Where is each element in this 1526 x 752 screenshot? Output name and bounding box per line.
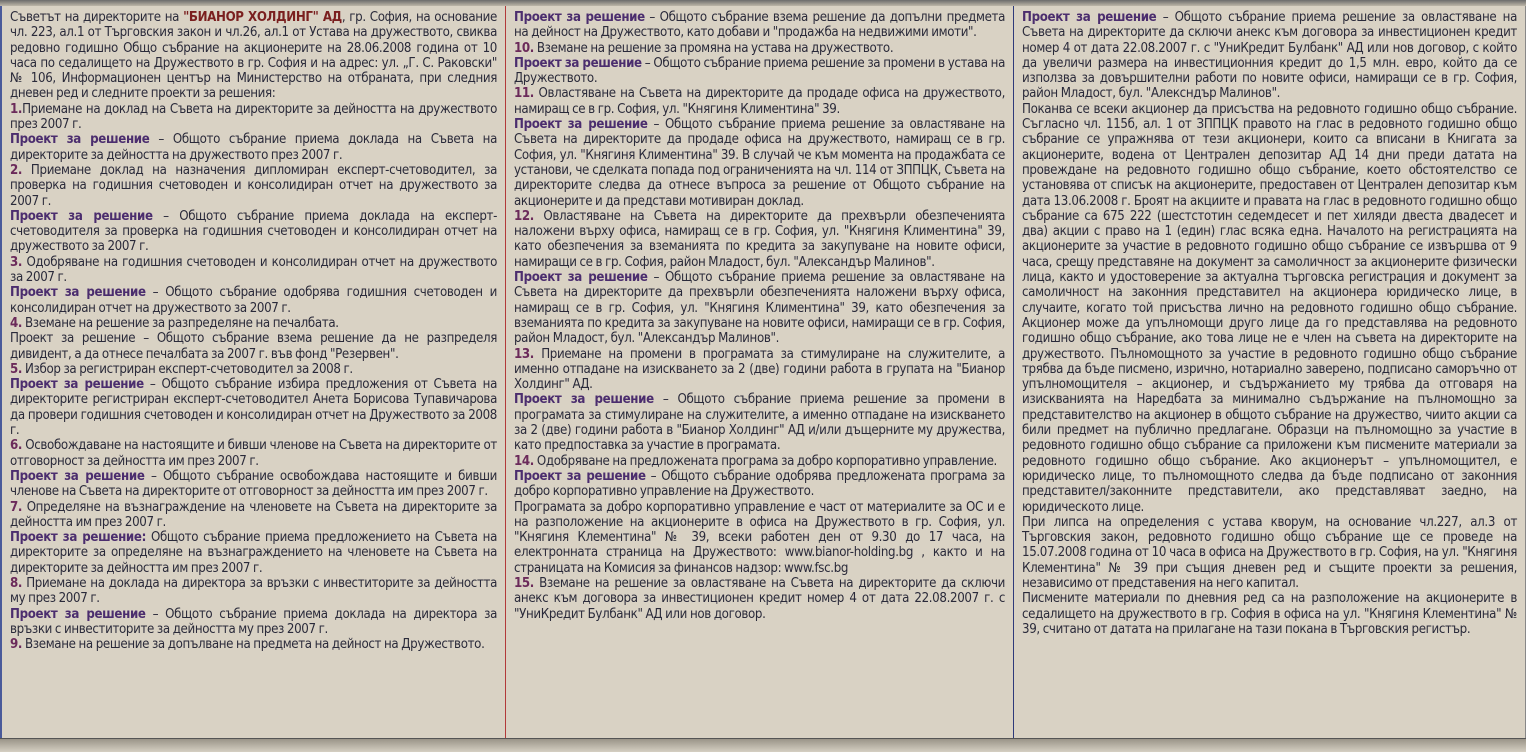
body-paragraph [1022, 515, 1517, 591]
agenda-item-text: Избор за регистриран експерт-счетоводител за 2008 г. [22, 361, 353, 377]
draft-resolution [10, 607, 497, 638]
column-3 [1013, 6, 1526, 738]
body-text: Проект за решение – Общото събрание взема решение да не разпределя дивидент, а да отнесе печалбата за 2007 г. във фонд "Резервен". [10, 331, 497, 362]
agenda-item-text: Приемане на доклада на директора за връзки с инвеститорите за дейността му през 2007 г. [10, 575, 497, 607]
agenda-item-text: Вземане на решение за овластяване на Съвета на директорите да сключи анекс към договора за инвестиционен кредит номер 4 от дата 22.08.2007 г. с "УниКредит Булбанк" АД или нов договор. [514, 575, 1005, 622]
draft-resolution [10, 209, 497, 255]
draft-resolution-text: – Общото събрание приема решение за промени в програмата за стимулиране на служителите, а именно отпадане на изискването за 2 (две) години работа в "Бианор Холдинг" АД и/или дъщерните му дружества, като предпоставка за участие в програмата. [514, 392, 1005, 454]
draft-resolution-text: – Общото събрание приема решение за промени в устава на Дружеството. [514, 55, 1005, 87]
agenda-item-number: 12. [514, 208, 534, 224]
draft-resolution-text: – Общото събрание приема доклада на директора за връзки с инвеститорите за дейността му през 2007 г. [10, 606, 497, 637]
agenda-item-text: Освобождаване на настоящите и бивши членове на Съвета на директорите от отговорност за дейността им през 2007 г. [10, 438, 497, 469]
draft-resolution-text: – Общото събрание одобрява годишния счетоводен и консолидиран отчет на дружеството за 2007 г. [10, 285, 498, 316]
agenda-item-number: 13. [514, 346, 534, 362]
agenda-item-text: Приемане доклад на назначения дипломиран експерт-счетоводител, за проверка на годишния счетоводен и консолидиран отчет на дружеството за 2007 г. [10, 162, 497, 209]
agenda-item [514, 347, 1005, 393]
draft-resolution [1022, 10, 1517, 102]
draft-resolution [10, 530, 497, 576]
draft-resolution-text: – Общото събрание приема решение за овластяване на Съвета на директорите да прехвърли обезпеченията наложени върху офиса, намиращ се в гр. София, ул. "Княгиня Климентина" 39, като обезпечения за вземанията по кредита за закупуване на новите офиси, намиращи се в гр. София, район Младост, бул. "Александър Малинов". [514, 270, 1005, 347]
agenda-item [10, 163, 497, 209]
agenda-item-number: 8. [10, 575, 23, 591]
draft-resolution-label: Проект за решение [514, 468, 646, 484]
agenda-item-text: Приемане на доклад на Съвета на директорите за дейността на дружеството през 2007 г. [10, 101, 497, 133]
draft-resolution-label: Проект за решение [10, 468, 145, 484]
page-bottom-edge [0, 738, 1526, 752]
agenda-item-number: 1. [10, 101, 23, 117]
agenda-item [10, 316, 497, 331]
draft-resolution-text: – Общото събрание избира предложения от Съвета на директорите регистриран експерт-счетоводител Анета Борисова Тупавичарова да провери годишния счетоводен и консолидиран отчет на Дружеството за 2008 г. [10, 377, 497, 439]
draft-resolution-label: Проект за решение [10, 377, 144, 393]
agenda-item-number: 10. [514, 40, 534, 56]
draft-resolution-label: Проект за решение [1022, 10, 1157, 25]
column-1 [0, 6, 505, 738]
draft-resolution [514, 469, 1005, 500]
body-paragraph [514, 500, 1005, 576]
agenda-item-text: Вземане на решение за разпределяне на печалбата. [22, 315, 339, 331]
agenda-item-text: Вземане на решение за промяна на устава на дружеството. [533, 40, 894, 56]
agenda-item-number: 9. [10, 637, 23, 653]
draft-resolution [514, 10, 1005, 41]
agenda-item-number: 6. [10, 438, 23, 454]
draft-resolution-label: Проект за решение [10, 285, 146, 301]
draft-resolution-label: Проект за решение [10, 132, 150, 148]
draft-resolution [10, 132, 497, 163]
agenda-item [10, 576, 497, 607]
draft-resolution-label: Проект за решение [10, 208, 153, 224]
agenda-item-number: 7. [10, 499, 23, 515]
agenda-item [10, 362, 497, 377]
agenda-item [10, 500, 497, 531]
draft-resolution-label: Проект за решение [514, 117, 648, 133]
body-paragraph [1022, 591, 1517, 637]
agenda-item-text: Приемане на промени в програмата за стимулиране на служителите, а именно отпадане на изискването за 2 (две) години работа в групата на "Бианор Холдинг" АД. [514, 346, 1005, 393]
agenda-item [10, 438, 497, 469]
agenda-item-text: Определяне на възнаграждение на членовете на Съвета на директорите за дейността им през 2007 г. [10, 499, 497, 530]
draft-resolution-label: Проект за решение: [10, 530, 146, 546]
draft-resolution [10, 469, 497, 500]
agenda-item-text: Овластяване на Съвета на директорите да продаде офиса на дружеството, намиращ се в гр. София, ул. "Княгиня Климентина" 39. [514, 86, 1005, 117]
agenda-item-text: Вземане на решение за допълване на предмета на дейност на Дружеството. [22, 637, 485, 653]
draft-resolution-label: Проект за решение [514, 10, 645, 25]
column-2 [505, 6, 1013, 738]
draft-resolution [10, 285, 497, 316]
draft-resolution-text: – Общото събрание приема доклада на Съвета на директорите за дейността на дружеството през 2007 г. [10, 132, 498, 163]
draft-resolution-text: – Общото събрание приема доклада на експерт-счетоводителя за проверка на годишния счетоводен и консолидиран отчет на дружеството за 2007 г. [10, 208, 498, 255]
draft-resolution [10, 377, 497, 438]
agenda-item [514, 576, 1005, 622]
body-text: Поканва се всеки акционер да присъства на редовното годишно общо събрание. Съгласно чл. 115б, ал. 1 от ЗППЦК правото на глас в редовното годишно общо събрание се упражнява от тези акционери, които са вписани в Книгата за акционерите, водена от Централен депозитар АД 14 дни преди датата на провеждане на редовното годишно общо събрание, което обстоятелство се установява от списък на акционерите, предоставен от Централен депозитар към дата 13.06.2008 г. Броят на акциите и правата на глас в редовното годишно общо събрание са 675 222 (шестстотин седемдесет и пет хиляди двеста двадесет и два) акции с право на 1 (един) глас всяка една. Началото на регистрацията на акционерите за участие в редовното годишно общо събрание се извършва от 9 часа, срещу представяне на документ за самоличност за акционерите физически лица, както и удостоверение за актуална търговска регистрация и документ за самоличност на законния представител на акционера юридическо лице, в случаите, когато той присъства лично на редовното годишно общо събрание. Акционер може да упълномощи друго лице да го представлява на редовното годишно общо събрание, ако това лице не е член на съвета на директорите на дружеството. Пълномощното за участие в редовното годишно общо събрание трябва да бъде писмено, изрично, нотариално заверено, подписано саморъчно от упълномощителя – акционер, и съдържанието му трябва да отговаря на изискванията на Наредбата за минимално съдържание на пълномощно за представителство на акционер в общото събрание на дружество, чиито акции са били предмет на публично предлагане. Образци на пълномощно за участие в редовното годишно общо събрание са приложени към писмените материали за редовното годишно общо събрание. Ако акционерът – упълномощител, е юридическо лице, то пълномощното следва да бъде подписано от законния представител/законните представители, ако представляват заедно, на юридическото лице. [1022, 101, 1517, 515]
agenda-item [10, 637, 497, 652]
company-name: "БИАНОР ХОЛДИНГ" АД [183, 10, 342, 25]
draft-resolution-text: – Общото събрание приема решение за овластяване на Съвета на директорите да сключи анекс към договора за инвестиционен кредит номер 4 от дата 22.08.2007 г. с "УниКредит Булбанк" АД или нов договор, с който да увеличи размера на инвестиционния кредит до 1,5 млн. евро, който да се използва за довършителни работи по новите офиси, намиращи се в гр. София, район Младост, бул. "Алексндър Малинов". [1022, 10, 1517, 102]
agenda-item-number: 11. [514, 86, 534, 102]
intro-prefix: Съветът на директорите на [10, 10, 184, 25]
draft-resolution-text: Общото събрание приема предложението на Съвета на директорите за определяне на възнаграждението на членовете на Съвета на директорите за дейността им през 2007 г. [10, 530, 497, 576]
agenda-item [10, 102, 497, 133]
agenda-item [514, 454, 1005, 469]
agenda-item-number: 5. [10, 361, 23, 377]
draft-resolution-label: Проект за решение [10, 606, 146, 622]
body-text: Програмата за добро корпоративно управление е част от материалите за ОС и е на разположение на акционерите в офиса на Дружеството в гр. София, ул. "Княгиня Клементина" № 39, всеки работен ден от 9.30 до 17 часа, на електронната страница на Дружеството: www.bianor-holding.bg , както и на страницата на Комисия за финансов надзор: www.fsc.bg [514, 499, 1005, 576]
agenda-item-number: 2. [10, 162, 23, 178]
body-text: Писмените материали по дневния ред са на разположение на акционерите в седалището на дружеството в гр. София в офиса на ул. "Княгиня Клементина" № 39, считано от датата на прилагане на тази покана в Търговския регистър. [1022, 591, 1517, 637]
draft-resolution-text: – Общото събрание взема решение да допълни предмета на дейност на Дружеството, като добави и "продажба на недвижими имоти". [514, 10, 1005, 41]
agenda-item [10, 255, 497, 286]
agenda-item-number: 4. [10, 315, 23, 331]
draft-resolution-label: Проект за решение [514, 270, 648, 286]
body-paragraph [1022, 102, 1517, 515]
draft-resolution [514, 270, 1005, 346]
draft-resolution-text: – Общото събрание освобождава настоящите и бивши членове на Съвета на директорите от отговорност за дейността им през 2007 г. [10, 468, 498, 500]
draft-resolution [514, 117, 1005, 209]
draft-resolution [514, 392, 1005, 453]
draft-resolution-text: – Общото събрание приема решение за овластяване на Съвета на директорите да продаде офиса на дружеството, намиращ се в гр. София, ул. "Княгиня Климентина" 39. В случай че към момента на продажбата се установи, че сделката попада под ограниченията на чл. 114 от ЗППЦК, Съвета на директорите следва да отнесе въпроса за решение от Общото събрание на акционерите и да представи мотивиран доклад. [514, 117, 1005, 209]
body-paragraph [10, 331, 497, 362]
agenda-item-text: Одобряване на годишния счетоводен и консолидиран отчет на дружеството за 2007 г. [10, 254, 497, 286]
intro-text: , гр. София, на основание чл. 223, ал.1 от Търговския закон и чл.26, ал.1 от Устава на дружеството, свиква редовно годишно Общо събрание на акционерите на 28.06.2008 година от 10 часа по седалището на Дружеството в гр. София и на адрес: ул. „Г. С. Раковски" № 106, Информационен център на Министерство на отбраната, при следния дневен ред и следните проекти за решения: [10, 10, 497, 102]
agenda-item-number: 14. [514, 453, 534, 469]
draft-resolution [514, 56, 1005, 87]
agenda-item [514, 41, 1005, 56]
draft-resolution-label: Проект за решение [514, 392, 654, 408]
draft-resolution-label: Проект за решение [514, 55, 642, 71]
notice-page [0, 6, 1526, 738]
agenda-item-text: Овластяване на Съвета на директорите да прехвърли обезпеченията наложени върху офиса, намиращ се в гр. София, ул. "Княгиня Климентина" 39, като обезпечения за вземанията по кредита за закупуване на новите офиси, намиращи се в гр. София, район Младост, бул. "Александър Малинов". [514, 208, 1005, 270]
intro-paragraph [10, 10, 497, 102]
agenda-item [514, 86, 1005, 117]
body-text: При липса на определения с устава кворум, на основание чл.227, ал.3 от Търговския закон, редовното годишно общо събрание ще се проведе на 15.07.2008 година от 10 часа в офиса на Дружеството в гр. София, на ул. "Княгиня Клементина" № 39 при същия дневен ред и същите проекти за решения, независимо от представения на него капитал. [1022, 514, 1517, 591]
agenda-item-text: Одобряване на предложената програма за добро корпоративно управление. [533, 453, 997, 469]
agenda-item-number: 15. [514, 575, 534, 591]
agenda-item-number: 3. [10, 254, 23, 270]
agenda-item [514, 209, 1005, 270]
draft-resolution-text: – Общото събрание одобрява предложената програма за добро корпоративно управление на Дружеството. [514, 468, 1005, 500]
